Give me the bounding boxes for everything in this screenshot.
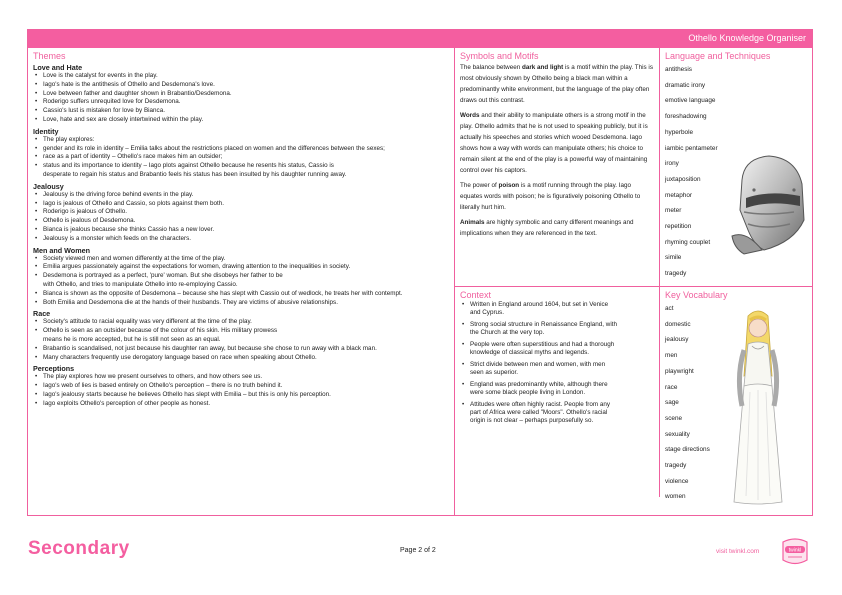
- term: men: [665, 352, 678, 360]
- theme-heading-perceptions: Perceptions: [33, 364, 75, 374]
- list-item: • Jealousy is the driving force behind events in the play.: [43, 191, 449, 200]
- twinkl-badge-icon: [780, 536, 810, 568]
- list-item: • Society viewed men and women differently at the time of the play.: [43, 255, 449, 264]
- term: playwright: [665, 367, 694, 375]
- text: The power of: [460, 182, 499, 189]
- keyword: poison: [498, 182, 520, 189]
- theme-list-race: [33, 318, 449, 362]
- list-item-continued: means he is more accepted, but he is still not seen as an equal.: [43, 335, 221, 343]
- term: tragedy: [665, 462, 687, 470]
- theme-list-jealousy: [33, 191, 449, 244]
- term: iambic pentameter: [665, 144, 718, 152]
- list-item: • Love, hate and sex are closely intertwined within the play.: [43, 116, 449, 125]
- vocabulary-title: Key Vocabulary: [665, 290, 728, 300]
- context-panel: [455, 287, 660, 497]
- term: stage directions: [665, 446, 710, 454]
- symbols-paragraph-poison: [460, 180, 654, 213]
- theme-list-identity: [33, 136, 449, 180]
- term: juxtaposition: [665, 175, 701, 183]
- page-number: Page 2 of 2: [400, 547, 436, 554]
- list-item: • The play explores:: [43, 136, 449, 145]
- theme-heading-race: Race: [33, 309, 51, 319]
- list-item: • Love is the catalyst for events in the play.: [43, 72, 449, 81]
- list-item: • Roderigo suffers unrequited love for Desdemona.: [43, 98, 449, 107]
- term: hyperbole: [665, 128, 694, 136]
- list-item: • Desdemona is portrayed as a perfect, 'pure' woman. But she disobeys her father to be: [43, 272, 449, 281]
- symbols-paragraph-words: [460, 110, 654, 176]
- list-item: • Jealousy is a monster which feeds on the characters.: [43, 235, 449, 244]
- theme-list-love-hate: [33, 72, 449, 125]
- list-item: • Written in England around 1604, but set in Venice and Cyprus.: [470, 301, 620, 317]
- term: simile: [665, 254, 682, 262]
- theme-heading-identity: Identity: [33, 126, 59, 136]
- symbols-paragraph-animals: [460, 217, 654, 239]
- list-item: • Othello is jealous of Desdemona.: [43, 217, 449, 226]
- term: sexuality: [665, 430, 690, 438]
- text: and their ability to manipulate others is a strong motif in the play. Othello admits that he is not used to speaking publicly, but it is actually his speeches and stories which wooed Desdemona. Iago shows how a way with words can manipulate others; his choice to remain silent at the end of the play is a powerful way of maintaining control over his captors.: [460, 112, 648, 174]
- list-item-continued: desperate to regain his status and Brabantio feels his status has been insulted by his daughter running away.: [43, 170, 347, 178]
- theme-list-men-women: [33, 255, 449, 308]
- list-item: • Cassio's lust is mistaken for love by Bianca.: [43, 107, 449, 116]
- term: sage: [665, 399, 679, 407]
- helmet-illustration: [724, 150, 810, 260]
- text: is a motif running through the play. Iago equates words with poison; he is figuratively poisoning Othello to literally hurt him.: [460, 182, 641, 211]
- text: The balance between: [460, 64, 522, 71]
- knowledge-organiser: [27, 29, 813, 516]
- list-item: • England was predominantly white, although there were some black people living in London.: [470, 381, 620, 397]
- themes-panel: [28, 48, 455, 515]
- list-item: • Brabantio is scandalised, not just because his daughter ran away, but because she chose to run away with a black man.: [43, 345, 449, 354]
- list-item: • Bianca is jealous because she thinks Cassio has a new lover.: [43, 226, 449, 235]
- text: are highly symbolic and carry different meanings and implications when they are referenced in the text.: [460, 219, 634, 237]
- term: foreshadowing: [665, 113, 707, 121]
- list-item: • Othello is seen as an outsider because of the colour of his skin. His military prowess: [43, 327, 449, 336]
- term: meter: [665, 207, 682, 215]
- term: tragedy: [665, 270, 687, 278]
- list-item: • race as a part of identity – Othello's race makes him an outsider;: [43, 153, 449, 162]
- list-item: • status and its importance to identity – Iago plots against Othello because he resents his status, Cassio is: [43, 162, 449, 171]
- theme-heading-jealousy: Jealousy: [33, 181, 64, 191]
- list-item: • Love between father and daughter shown in Brabantio/Desdemona.: [43, 90, 449, 99]
- text: is a motif within the play. This is most obviously shown by Othello being a black man within a predominantly white environment, but the language of the play often draws out this contrast.: [460, 64, 653, 104]
- keyword: Words: [460, 112, 480, 119]
- keyword: Animals: [460, 219, 485, 226]
- list-item: • Strong social structure in Renaissance England, with the Church at the very top.: [470, 321, 620, 337]
- list-item: • Iago's web of lies is based entirely on Othello's perception – there is no truth behind it.: [43, 382, 449, 391]
- secondary-brand: Secondary: [28, 538, 130, 559]
- list-item: • gender and its role in identity – Emilia talks about the restrictions placed on women and the differences between the sexes;: [43, 145, 449, 154]
- list-item: • Many characters frequently use derogatory language based on race when speaking about Othello.: [43, 354, 449, 363]
- term: metaphor: [665, 191, 692, 199]
- visit-link[interactable]: visit twinkl.com: [716, 548, 760, 555]
- term: race: [665, 383, 678, 391]
- list-item: • Iago's hate is the antithesis of Othello and Desdemona's love.: [43, 81, 449, 90]
- list-item: • People were often superstitious and had a thorough knowledge of classical myths and legends.: [470, 341, 620, 357]
- organiser-title: Othello Knowledge Organiser: [688, 33, 806, 43]
- term: antithesis: [665, 66, 692, 73]
- list-item: • Bianca is shown as the opposite of Desdemona – because she has slept with Cassio out of wedlock, he treats her with contempt.: [43, 290, 449, 299]
- context-list: [460, 301, 620, 425]
- theme-heading-men-women: Men and Women: [33, 245, 90, 255]
- desdemona-illustration: [730, 306, 786, 506]
- term: women: [665, 493, 686, 501]
- list-item-continued: with Othello, and tries to manipulate Othello into re-employing Cassio.: [43, 280, 238, 288]
- term: irony: [665, 160, 679, 168]
- term: violence: [665, 477, 689, 485]
- term: scene: [665, 414, 683, 422]
- badge-word: twinkl: [788, 547, 802, 554]
- list-item: • Attitudes were often highly racist. People from any part of Africa were called "Moors". Othello's racial origin is not clear – perhaps purposefully so.: [470, 401, 620, 425]
- list-item: • Iago's jealousy starts because he believes Othello has slept with Emilia – but this is only his perception.: [43, 391, 449, 400]
- theme-list-perceptions: [33, 373, 449, 408]
- list-item: • Iago is jealous of Othello and Cassio, so plots against them both.: [43, 200, 449, 209]
- list-item: • Iago exploits Othello's perception of other people as honest.: [43, 400, 449, 409]
- list-item: • The play explores how we present ourselves to others, and how others see us.: [43, 373, 449, 382]
- term: jealousy: [665, 336, 689, 344]
- language-title: Language and Techniques: [665, 51, 771, 61]
- title-bar: [28, 30, 812, 48]
- context-title: Context: [460, 290, 492, 300]
- term: domestic: [665, 320, 691, 328]
- list-item: • Roderigo is jealous of Othello.: [43, 208, 449, 217]
- term: dramatic irony: [665, 81, 706, 89]
- themes-title: Themes: [33, 51, 66, 61]
- keyword: dark and light: [521, 64, 564, 71]
- list-item: • Strict divide between men and women, with men seen as superior.: [470, 361, 620, 377]
- term: repetition: [665, 223, 692, 231]
- theme-heading-love-hate: Love and Hate: [33, 63, 83, 72]
- symbols-paragraph-dark-light: [460, 62, 654, 106]
- term: act: [665, 305, 674, 312]
- symbols-title: Symbols and Motifs: [460, 51, 539, 61]
- list-item: • Emilia argues passionately against the expectations for women, drawing attention to the inequalities in society.: [43, 263, 449, 272]
- term: rhyming couplet: [665, 238, 711, 246]
- list-item: • Society's attitude to racial equality was very different at the time of the play.: [43, 318, 449, 327]
- term: emotive language: [665, 97, 716, 105]
- list-item: • Both Emilia and Desdemona die at the hands of their husbands. They are victims of abusive relationships.: [43, 299, 449, 308]
- symbols-panel: [455, 48, 660, 287]
